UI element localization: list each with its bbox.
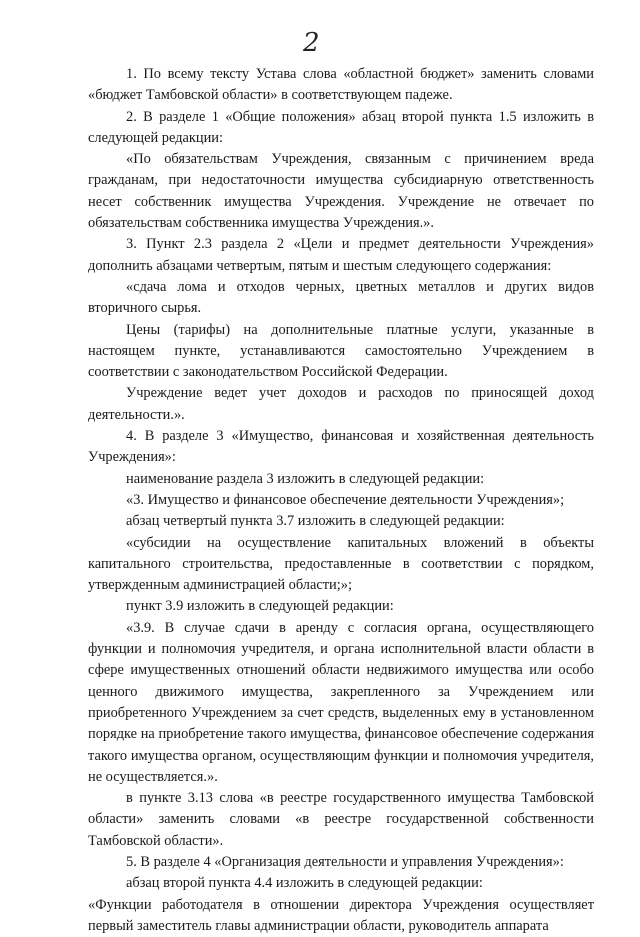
paragraph: «По обязательствам Учреждения, связанным с причинением вреда гражданам, при недостаточности имущества субсидиарную ответственность несет собственник имущества Учреждения. Учреждение не отвечает по обязательствам собственника имущества Учреждения.».	[88, 151, 594, 232]
paragraph: 4. В разделе 3 «Имущество, финансовая и хозяйственная деятельность Учреждения»:	[88, 428, 594, 466]
paragraph: в пункте 3.13 слова «в реестре государственного имущества Тамбовской области» заменить словами «в реестре государственной собственности Тамбовской области».	[88, 790, 594, 849]
paragraph: 2. В разделе 1 «Общие положения» абзац второй пункта 1.5 изложить в следующей редакции:	[88, 108, 594, 146]
paragraph: 5. В разделе 4 «Организация деятельности и управления Учреждения»:	[126, 853, 564, 870]
paragraph: абзац второй пункта 4.4 изложить в следующей редакции:	[126, 875, 483, 892]
paragraph: «Функции работодателя в отношении директора Учреждения осуществляет первый заместитель главы администрации области, руководитель аппарата	[88, 896, 594, 934]
paragraph: «субсидии на осуществление капитальных вложений в объекты капитального строительства, предоставленные в соответствии с порядком, утвержденным администрацией области;»;	[88, 534, 594, 594]
paragraph: Учреждение ведет учет доходов и расходов по приносящей доход деятельности.».	[88, 385, 594, 423]
paragraph: наименование раздела 3 изложить в следующей редакции:	[126, 470, 485, 487]
paragraph: абзац четвертый пункта 3.7 изложить в следующей редакции:	[126, 513, 505, 530]
paragraph: пункт 3.9 изложить в следующей редакции:	[126, 598, 394, 615]
paragraph: 3. Пункт 2.3 раздела 2 «Цели и предмет деятельности Учреждения» дополнить абзацами четвертым, пятым и шестым следующего содержания:	[88, 236, 594, 274]
paragraph: 1. По всему тексту Устава слова «областной бюджет» заменить словами «бюджет Тамбовской области» в соответствующем падеже.	[88, 66, 594, 104]
paragraph: «3.9. В случае сдачи в аренду с согласия органа, осуществляющего функции и полномочия учредителя, и органа исполнительной власти области в сфере имущественных отношений области недвижимого имущества или особо ценного движимого имущества, закрепленного за Учреждением или приобретенного Учреждением за счет средств, выделенных ему в установленном порядке на приобретение такого имущества, финансовое обеспечение содержания такого имущества органом, осуществляющим функции и полномочия учредителя, не осуществляется.».	[88, 619, 594, 785]
paragraph: «3. Имущество и финансовое обеспечение деятельности Учреждения»;	[126, 491, 565, 508]
paragraph: Цены (тарифы) на дополнительные платные услуги, указанные в настоящем пункте, устанавливаются самостоятельно Учреждением в соответствии с законодательством Российской Федерации.	[88, 321, 594, 381]
document-body	[88, 64, 594, 937]
paragraph: «сдача лома и отходов черных, цветных металлов и других видов вторичного сырья.	[88, 278, 594, 317]
page-number: 2	[303, 28, 320, 58]
